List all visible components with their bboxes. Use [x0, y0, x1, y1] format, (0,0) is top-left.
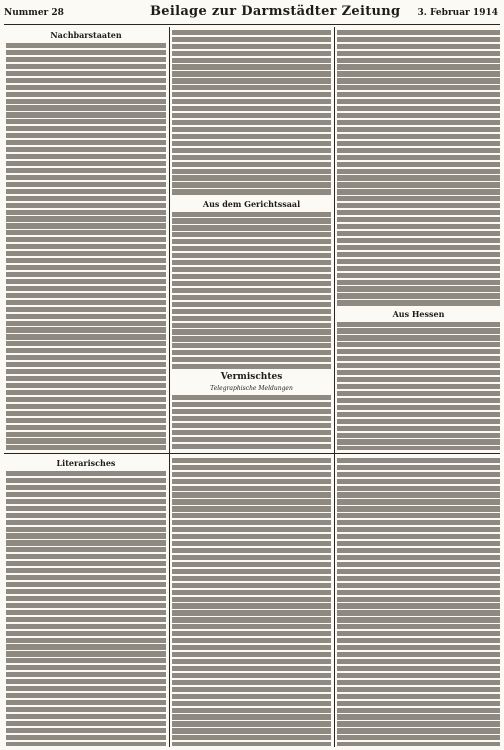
- article-text: [172, 212, 331, 370]
- section-subheading: Telegraphische Meldungen: [210, 385, 293, 393]
- article-text: [6, 471, 166, 746]
- article-text: [6, 43, 166, 450]
- section-heading: Literarisches: [56, 458, 116, 468]
- section-heading: Aus dem Gerichtssaal: [202, 198, 301, 209]
- literary-column-3: [337, 456, 500, 746]
- article-text: [172, 395, 331, 450]
- section-heading: Vermischtes: [220, 372, 283, 383]
- column-2: [172, 28, 331, 450]
- section-heading: Aus Hessen: [392, 308, 445, 319]
- column-1: [6, 28, 166, 450]
- literary-column-1: [6, 456, 166, 746]
- column-rule: [169, 27, 170, 747]
- newspaper-title: Beilage zur Darmstädter Zeitung: [150, 4, 401, 19]
- article-text: [337, 322, 500, 451]
- literary-column-2: [172, 456, 331, 746]
- issue-date: 3. Februar 1914: [417, 8, 498, 18]
- column-3: [337, 28, 500, 450]
- article-text: [337, 30, 500, 306]
- section-heading: Nachbarstaaten: [50, 30, 122, 40]
- article-text: [172, 30, 331, 195]
- page-header: [0, 4, 504, 24]
- article-text: [172, 458, 331, 746]
- article-text: [337, 458, 500, 746]
- section-rule: [4, 453, 500, 454]
- header-rule: [4, 24, 500, 25]
- issue-number: Nummer 28: [4, 8, 64, 18]
- column-rule: [334, 27, 335, 747]
